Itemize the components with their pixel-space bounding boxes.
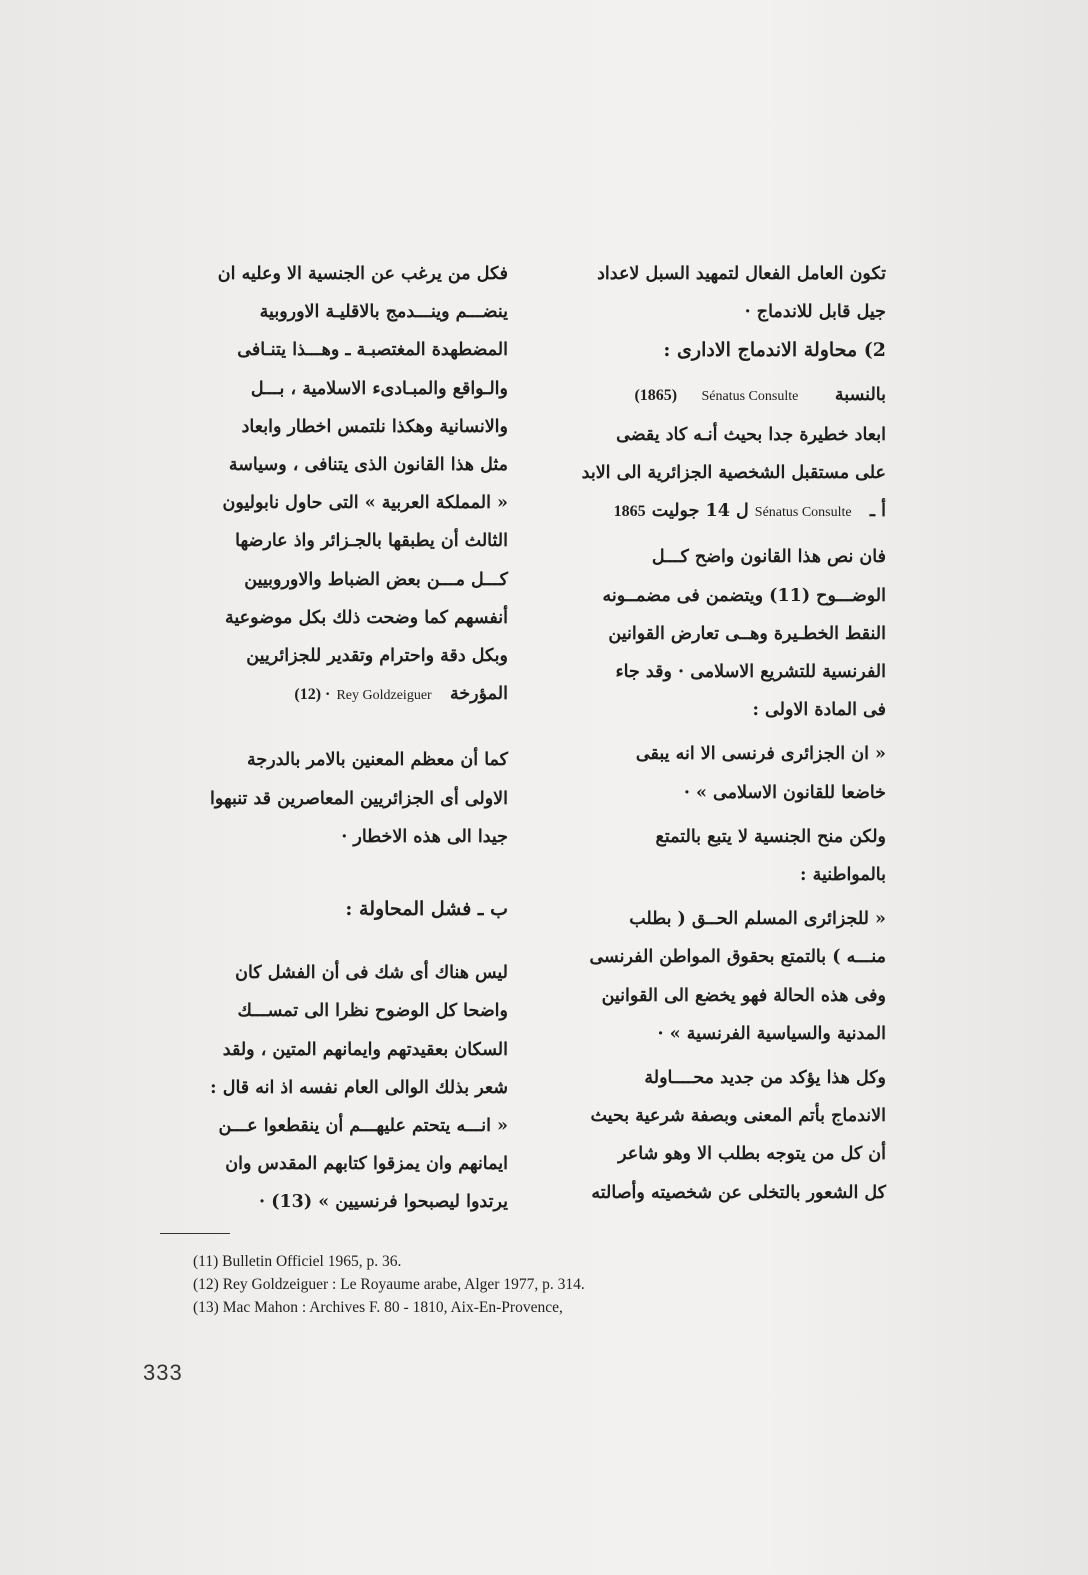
text-line: فى المادة الاولى : [752, 700, 886, 721]
left-column [155, 255, 508, 1222]
text-line: وكل هذا يؤكد من جديد محــــاولة [644, 1068, 886, 1089]
text-line: الثالث أن يطبقها بالجـزائر واذ عارضها [235, 531, 508, 552]
text-line: مثل هذا القانون الذى يتنافى ، وسياسة [228, 455, 508, 476]
text-line: كل الشعور بالتخلى عن شخصيته وأصالته [591, 1182, 886, 1203]
text-line: فكل من يرغب عن الجنسية الا وعليه ان [217, 264, 508, 284]
text-line-mixed [530, 492, 886, 532]
text-line: الفرنسية للتشريع الاسلامى · وقد جاء [615, 662, 886, 683]
text-line: فان نص هذا القانون واضح كـــل [651, 547, 886, 568]
arabic-fragment: ل 14 جوليت [651, 501, 749, 522]
arabic-fragment: بالنسبة [834, 384, 886, 405]
text-line: تكون العامل الفعال لتمهيد السبل لاعداد [597, 264, 886, 284]
text-line: ولكن منح الجنسية لا يتبع بالتمتع [655, 826, 886, 847]
text-line: على مستقبل الشخصية الجزائرية الى الابد [581, 463, 886, 484]
latin-term: Rey Goldzeiguer [336, 688, 432, 704]
text-line: والانسانية وهكذا نلتمس اخطار وابعاد [241, 416, 508, 437]
year-reference: (1865) [634, 386, 678, 404]
section-heading: 2) محاولة الاندماج الادارى : [663, 339, 886, 362]
text-line-mixed [155, 675, 508, 715]
text-line: ليس هناك أى شك فى أن الفشل كان [235, 963, 508, 984]
quote-line: خاضعا للقانون الاسلامى » · [683, 782, 886, 803]
page-number: 333 [143, 1360, 183, 1385]
text-line: الوضـــوح (11) ويتضمن فى مضمــونه [602, 585, 886, 606]
text-line-mixed [530, 376, 886, 416]
footnote: (12) Rey Goldzeiguer : Le Royaume arabe, Alger 1977, p. 314. [193, 1276, 585, 1293]
text-line: وبكل دقة واحترام وتقدير للجزائريين [246, 646, 508, 667]
text-line: يرتدوا ليصبحوا فرنسيين » (13) · [259, 1192, 508, 1213]
text-line: السكان بعقيدتهم وايمانهم المتين ، ولقد [222, 1039, 508, 1060]
latin-term: Sénatus Consulte [754, 505, 852, 521]
text-line: « انـــه يتحتم عليهـــم أن ينقطعوا عـــن [218, 1116, 508, 1137]
quote-line: منـــه ) بالتمتع بحقوق المواطن الفرنسى [589, 947, 886, 968]
arabic-fragment: المؤرخة [449, 684, 508, 705]
arabic-fragment: أ ـ [869, 501, 886, 522]
text-line: ايمانهم وان يمزقوا كتابهم المقدس وان [225, 1154, 508, 1175]
footnote: (11) Bulletin Officiel 1965, p. 36. [193, 1253, 402, 1270]
text-line: والـواقع والمبـادىء الاسلامية ، بـــل [250, 378, 508, 399]
text-line: أنفسهم كما وضحت ذلك بكل موضوعية [224, 607, 508, 628]
footnote-reference: (12) · [294, 686, 331, 704]
quote-line: وفى هذه الحالة فهو يخضع الى القوانين [601, 985, 886, 1006]
text-line: ينضـــم وينـــدمج بالاقليـة الاوروبية [259, 302, 508, 323]
text-line: ابعاد خطيرة جدا بحيث أنـه كاد يقضى [616, 424, 886, 445]
text-line: أن كل من يتوجه بطلب الا وهو شاعر [618, 1144, 886, 1165]
text-line: كـــل مـــن بعض الضباط والاوروبيين [244, 569, 508, 590]
text-line: جيدا الى هذه الاخطار · [341, 826, 508, 847]
year-reference: 1865 [613, 503, 646, 521]
text-line: جيل قابل للاندماج · [744, 302, 886, 323]
text-line: « المملكة العربية » التى حاول نابوليون [222, 493, 508, 514]
latin-term: Sénatus Consulte [701, 388, 799, 404]
text-line: النقط الخطـيرة وهــى تعارض القوانين [608, 623, 886, 644]
footnote: (13) Mac Mahon : Archives F. 80 - 1810, Aix-En-Provence, [193, 1299, 563, 1316]
text-line: الاولى أى الجزائريين المعاصرين قد تنبهوا [210, 788, 508, 809]
text-line: المضطهدة المغتصبـة ـ وهـــذا يتنـافى [237, 340, 508, 361]
text-line: واضحا كل الوضوح نظرا الى تمســـك [237, 1001, 508, 1022]
quote-line: « ان الجزائرى فرنسى الا انه يبقى [635, 744, 886, 765]
text-line: كما أن معظم المعنين بالامر بالدرجة [247, 750, 508, 771]
section-heading: ب ـ فشل المحاولة : [345, 898, 508, 921]
quote-line: المدنية والسياسية الفرنسية » · [657, 1023, 886, 1044]
text-line: الاندماج بأتم المعنى وبصفة شرعية بحيث [590, 1106, 886, 1127]
text-line: شعر بذلك الوالى العام نفسه اذ انه قال : [210, 1077, 508, 1098]
right-column [530, 255, 886, 1212]
quote-line: « للجزائرى المسلم الحــق ( بطلب [629, 909, 886, 930]
footnotes [193, 1250, 753, 1319]
text-line: بالمواطنية : [800, 865, 886, 886]
footnote-separator [160, 1233, 230, 1234]
